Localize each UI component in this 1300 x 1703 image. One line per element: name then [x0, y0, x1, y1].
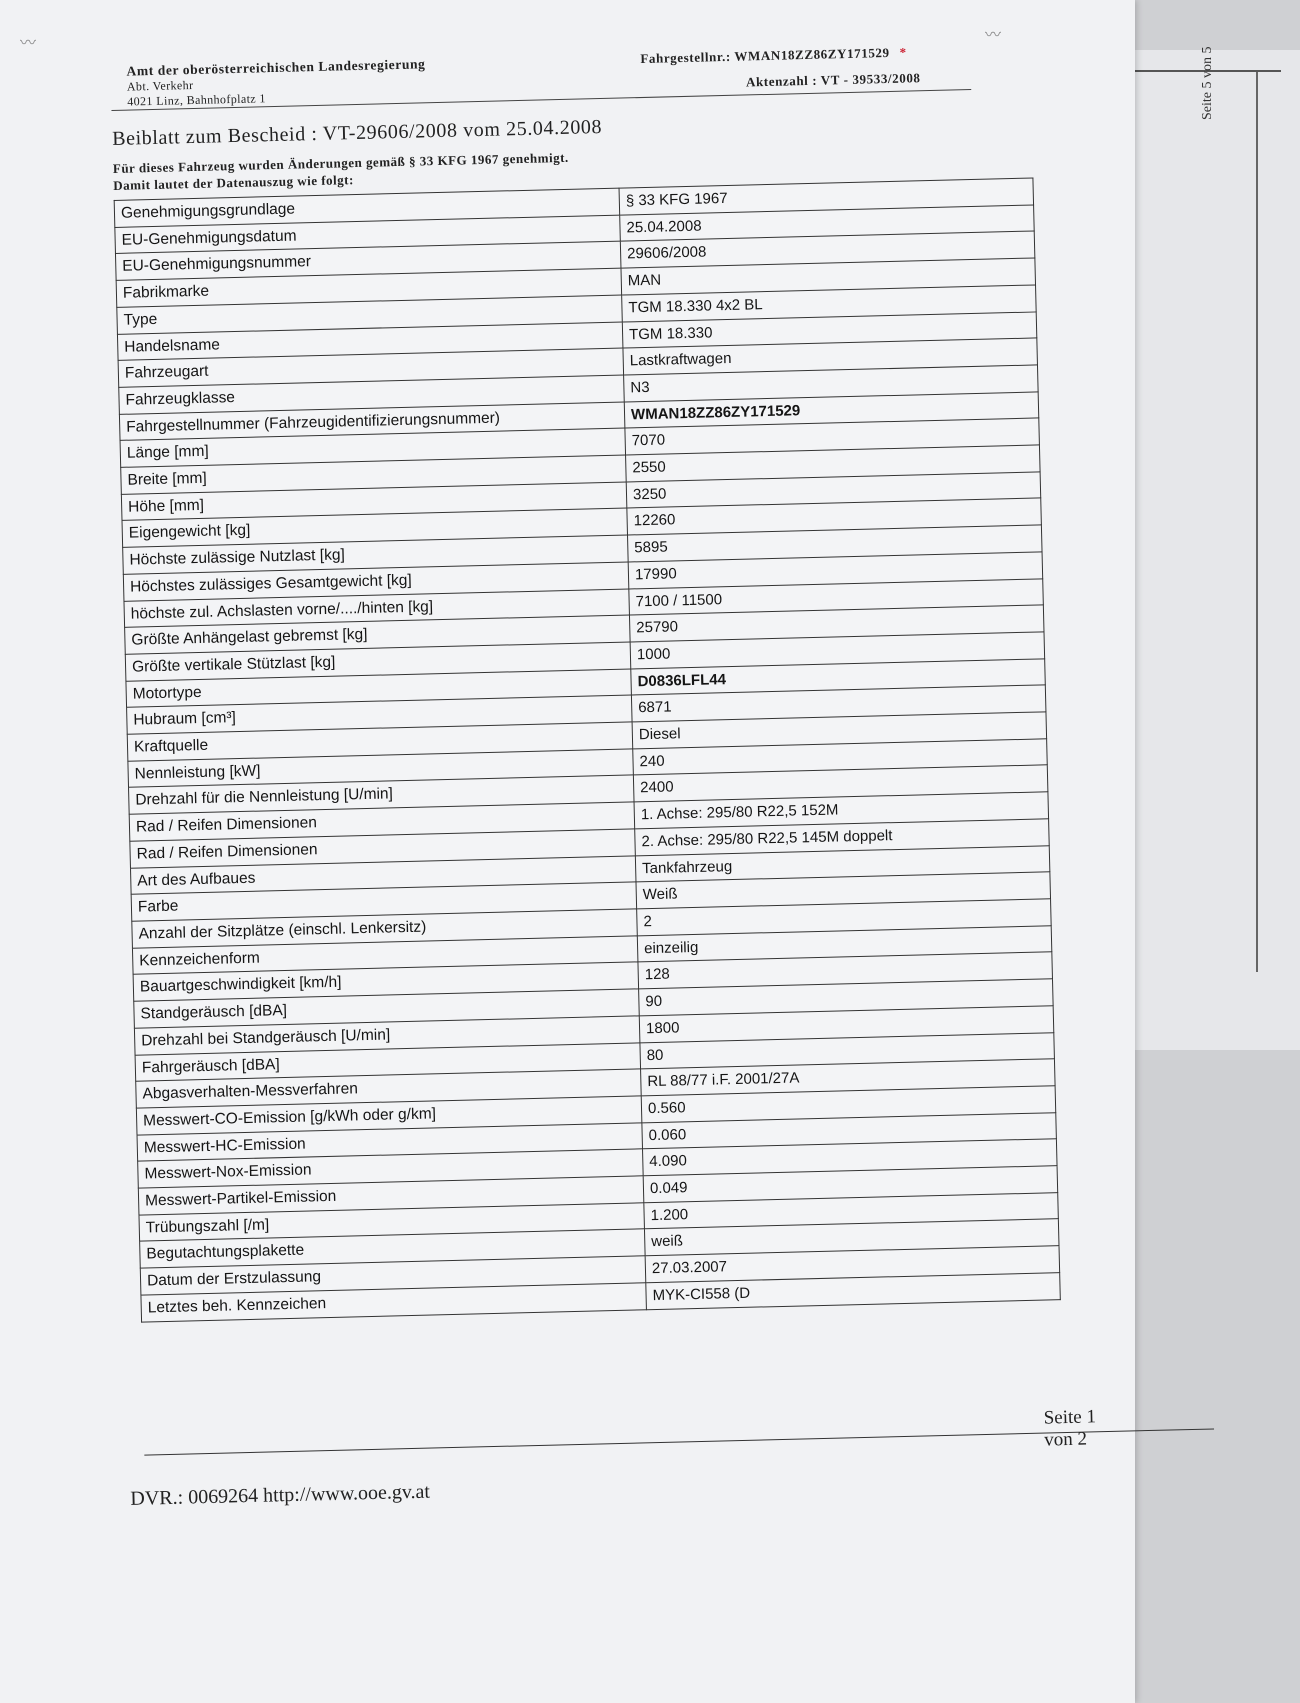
- field-value: 1000: [630, 632, 1045, 669]
- field-value: MAN: [621, 258, 1036, 295]
- field-label: Eigengewicht [kg]: [122, 508, 628, 547]
- field-value: Tankfahrzeug: [635, 845, 1050, 882]
- field-label: Fahrzeugart: [118, 348, 624, 387]
- field-label: Bauartgeschwindigkeit [km/h]: [133, 962, 639, 1001]
- field-label: Fahrgeräusch [dBA]: [135, 1042, 641, 1081]
- field-value: 1800: [639, 1006, 1054, 1043]
- field-label: Messwert-CO-Emission [g/kWh oder g/km]: [136, 1096, 642, 1135]
- field-value: 25790: [629, 605, 1044, 642]
- authority-block: [126, 56, 426, 109]
- field-label: Genehmigungsgrundlage: [114, 188, 620, 227]
- side-page-number: Seite 5 von 5: [1200, 46, 1215, 120]
- vehicle-data-table: [114, 177, 1061, 1322]
- field-value: 25.04.2008: [620, 205, 1035, 242]
- field-value: 29606/2008: [620, 231, 1035, 268]
- field-value: MYK-CI558 (D: [646, 1272, 1061, 1309]
- field-label: Größte Anhängelast gebremst [kg]: [125, 615, 631, 654]
- field-value: weiß: [644, 1219, 1059, 1256]
- field-label: Begutachtungsplakette: [140, 1229, 646, 1268]
- authority-name: Amt der oberösterreichischen Landesregierung: [126, 56, 426, 79]
- field-value: 5895: [628, 525, 1043, 562]
- field-value: einzeilig: [637, 925, 1052, 962]
- field-label: Type: [117, 295, 623, 334]
- document-content: [110, 26, 1097, 1510]
- field-value: § 33 KFG 1967: [619, 178, 1034, 215]
- field-value: 7070: [625, 418, 1040, 455]
- field-value: 12260: [627, 498, 1042, 535]
- field-label: Höchstes zulässiges Gesamtgewicht [kg]: [123, 562, 629, 601]
- field-value: 3250: [626, 472, 1041, 509]
- field-value: 128: [638, 952, 1053, 989]
- field-label: Drehzahl bei Standgeräusch [U/min]: [134, 1016, 640, 1055]
- field-value: TGM 18.330: [622, 311, 1037, 348]
- field-label: Standgeräusch [dBA]: [134, 989, 640, 1028]
- field-label: Kennzeichenform: [132, 936, 638, 975]
- field-value: 4.090: [643, 1139, 1058, 1176]
- field-value: 2. Achse: 295/80 R22,5 145M doppelt: [635, 819, 1050, 856]
- field-label: Datum der Erstzulassung: [140, 1256, 646, 1295]
- field-label: Fahrgestellnummer (Fahrzeugidentifizierungsnummer): [119, 402, 625, 441]
- chassis-number-label: Fahrgestellnr.: WMAN18ZZ86ZY171529: [640, 44, 890, 67]
- field-value: Lastkraftwagen: [623, 338, 1038, 375]
- field-label: Drehzahl für die Nennleistung [U/min]: [129, 775, 635, 814]
- field-value: 2: [637, 899, 1052, 936]
- field-label: Handelsname: [117, 322, 623, 361]
- field-label: Höchste zulässige Nutzlast [kg]: [123, 535, 629, 574]
- field-value: D0836LFL44: [631, 659, 1046, 696]
- field-value: 17990: [628, 552, 1043, 589]
- field-value: 27.03.2007: [645, 1246, 1060, 1283]
- field-label: Abgasverhalten-Messverfahren: [136, 1069, 642, 1108]
- field-value: TGM 18.330 4x2 BL: [622, 285, 1037, 322]
- field-label: Größte vertikale Stützlast [kg]: [125, 642, 631, 681]
- intro-line: Damit lautet der Datenauszug wie folgt:: [113, 172, 355, 193]
- field-label: Nennleistung [kW]: [128, 749, 634, 788]
- field-label: Hubraum [cm³]: [127, 695, 633, 734]
- field-value: RL 88/77 i.F. 2001/27A: [641, 1059, 1056, 1096]
- field-value: 6871: [631, 685, 1046, 722]
- page-number: Seite 1 von 2: [1043, 1406, 1097, 1451]
- field-label: Breite [mm]: [121, 455, 627, 494]
- field-value: 0.560: [641, 1086, 1056, 1123]
- field-label: EU-Genehmigungsnummer: [115, 241, 621, 280]
- intro-line: Für dieses Fahrzeug wurden Änderungen gemäß § 33 KFG 1967 genehmigt.: [112, 149, 569, 176]
- field-label: Art des Aufbaues: [130, 855, 636, 894]
- field-label: Anzahl der Sitzplätze (einschl. Lenkersitz): [132, 909, 638, 948]
- field-label: höchste zul. Achslasten vorne/..../hinten [kg]: [124, 589, 630, 628]
- field-value: N3: [624, 365, 1039, 402]
- field-label: Länge [mm]: [120, 428, 626, 467]
- field-value: 80: [640, 1032, 1055, 1069]
- field-label: Höhe [mm]: [121, 482, 627, 521]
- footer-dvr: DVR.: 0069264 http://www.ooe.gv.at: [130, 1480, 431, 1510]
- field-value: WMAN18ZZ86ZY171529: [624, 392, 1039, 429]
- field-label: Letztes beh. Kennzeichen: [141, 1283, 647, 1322]
- field-label: Trübungszahl [/m]: [139, 1203, 645, 1242]
- field-value: Weiß: [636, 872, 1051, 909]
- field-label: Messwert-Partikel-Emission: [138, 1176, 644, 1215]
- field-label: EU-Genehmigungsdatum: [115, 215, 621, 254]
- field-label: Kraftquelle: [127, 722, 633, 761]
- field-value: Diesel: [632, 712, 1047, 749]
- file-number: Aktenzahl : VT - 39533/2008: [745, 70, 921, 90]
- field-label: Messwert-Nox-Emission: [138, 1149, 644, 1188]
- field-value: 2550: [626, 445, 1041, 482]
- pen-mark-icon: 〰: [985, 27, 1002, 44]
- field-label: Messwert-HC-Emission: [137, 1122, 643, 1161]
- field-label: Fahrzeugklasse: [119, 375, 625, 414]
- red-mark-icon: *: [899, 44, 907, 60]
- field-label: Rad / Reifen Dimensionen: [130, 829, 636, 868]
- field-label: Fabrikmarke: [116, 268, 622, 307]
- field-value: 2400: [633, 765, 1048, 802]
- intro-text: [113, 149, 570, 194]
- field-value: 1.200: [644, 1192, 1059, 1229]
- field-label: Rad / Reifen Dimensionen: [129, 802, 635, 841]
- pen-mark-icon: 〰: [20, 35, 37, 52]
- field-value: 0.060: [642, 1112, 1057, 1149]
- document-title: Beiblatt zum Bescheid : VT-29606/2008 vom 25.04.2008: [111, 116, 603, 150]
- field-label: Farbe: [131, 882, 637, 921]
- reference-block: [640, 44, 921, 93]
- field-value: 7100 / 11500: [629, 578, 1044, 615]
- field-value: 1. Achse: 295/80 R22,5 152M: [634, 792, 1049, 829]
- field-label: Motortype: [126, 669, 632, 708]
- authority-address: 4021 Linz, Bahnhofplatz 1: [127, 91, 267, 109]
- field-value: 90: [639, 979, 1054, 1016]
- department: Abt. Verkehr: [126, 77, 194, 94]
- field-value: 0.049: [643, 1166, 1058, 1203]
- vehicle-data-rows: [114, 178, 1060, 1322]
- background-sheet-border: [1256, 72, 1258, 972]
- field-value: 240: [633, 739, 1048, 776]
